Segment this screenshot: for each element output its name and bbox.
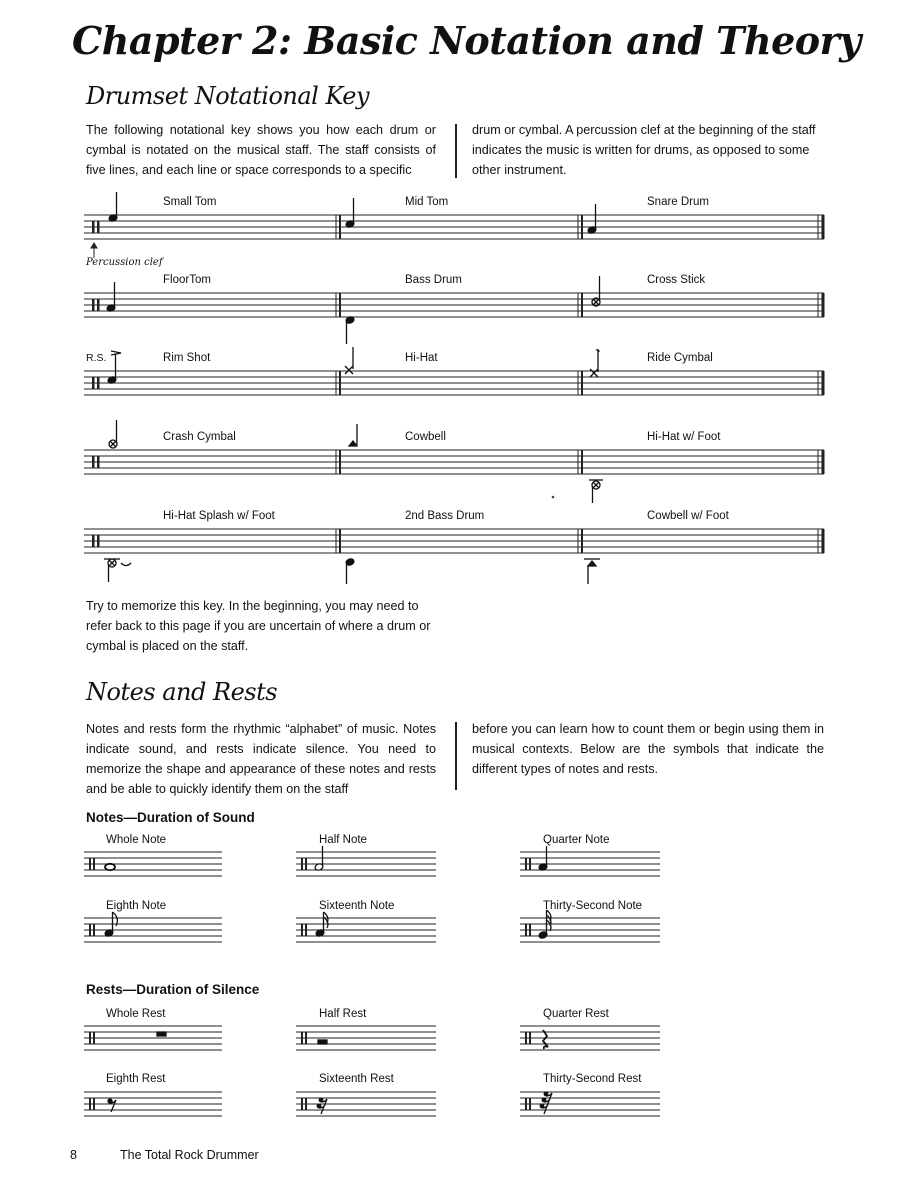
label-mid-tom: Mid Tom [405, 196, 449, 208]
label-crash-cymbal: Crash Cymbal [163, 431, 236, 443]
label-cross-stick: Cross Stick [647, 274, 706, 286]
key-paragraph-left: The following notational key shows you how each drum or cymbal is notated on the musical staff. The staff consists of five lines, and each line or space corresponds to a specific [86, 123, 436, 177]
staff-half-rest [296, 1026, 436, 1050]
percussion-clef-label: Percussion clef [86, 257, 163, 268]
whole-rest-symbol [157, 1032, 166, 1036]
staff-whole-note [84, 852, 222, 876]
label-small-tom: Small Tom [163, 196, 217, 208]
staff-eighth-rest [84, 1092, 222, 1116]
label-sixteenth-rest: Sixteenth Rest [319, 1073, 394, 1085]
half-note-symbol [314, 846, 324, 871]
quarter-note-symbol [538, 846, 548, 871]
label-floor-tom: FloorTom [163, 274, 211, 286]
label-ride-cymbal: Ride Cymbal [647, 352, 713, 364]
label-cowbell: Cowbell [405, 431, 446, 443]
label-thirty-second-note: Thirty-Second Note [543, 900, 643, 912]
staff-eighth-note [84, 918, 222, 942]
label-cowbell-foot: Cowbell w/ Foot [647, 510, 729, 522]
half-rest-symbol [318, 1040, 327, 1044]
key-paragraph-right: drum or cymbal. A percussion clef at the beginning of the staff indicates the music is written for drums, as opposed to some other instrument. [472, 123, 816, 177]
label-hi-hat-splash: Hi-Hat Splash w/ Foot [163, 510, 275, 522]
label-eighth-note: Eighth Note [106, 900, 167, 912]
notes-heading: Notes—Duration of Sound [86, 810, 255, 825]
staff-whole-rest [84, 1026, 222, 1050]
label-sixteenth-note: Sixteenth Note [319, 900, 395, 912]
label-bass-drum: Bass Drum [405, 274, 462, 286]
quarter-rest-symbol [543, 1030, 548, 1049]
label-rim-shot: Rim Shot [163, 352, 211, 364]
label-2nd-bass-drum: 2nd Bass Drum [405, 510, 485, 522]
label-quarter-note: Quarter Note [543, 834, 610, 846]
label-half-note: Half Note [319, 834, 367, 846]
label-quarter-rest: Quarter Rest [543, 1008, 609, 1020]
label-half-rest: Half Rest [319, 1008, 367, 1020]
section-title-notational-key: Drumset Notational Key [86, 82, 370, 110]
sixteenth-note-symbol [315, 912, 328, 937]
label-eighth-rest: Eighth Rest [106, 1073, 166, 1085]
book-title: The Total Rock Drummer [120, 1148, 259, 1162]
eighth-note-symbol [104, 912, 117, 937]
label-hi-hat: Hi-Hat [405, 352, 438, 364]
notes-paragraph-left: Notes and rests form the rhythmic “alphabet” of music. Notes indicate sound, and rests indicate silence. You need to memorize the shape and appearance of these notes and rests and be able to quickly identify them on the staff [86, 722, 436, 796]
label-snare-drum: Snare Drum [647, 196, 709, 208]
label-whole-note: Whole Note [106, 834, 167, 846]
staff-sixteenth-note [296, 918, 436, 942]
chapter-title: Chapter 2: Basic Notation and Theory [72, 18, 861, 63]
staff-quarter-rest [520, 1026, 660, 1050]
label-hi-hat-foot: Hi-Hat w/ Foot [647, 431, 721, 443]
label-whole-rest: Whole Rest [106, 1008, 166, 1020]
label-thirty-second-rest: Thirty-Second Rest [543, 1073, 642, 1085]
whole-note-symbol [105, 864, 115, 870]
staff-sixteenth-rest [296, 1092, 436, 1116]
memorize-paragraph: Try to memorize this key. In the beginning, you may need to refer back to this page if you are uncertain of where a drum or cymbal is placed on the staff. [86, 599, 431, 653]
rests-heading: Rests—Duration of Silence [86, 982, 260, 997]
thirty-second-rest-symbol [540, 1092, 552, 1114]
section-title-notes-rests: Notes and Rests [86, 678, 278, 706]
sixteenth-rest-symbol [317, 1098, 327, 1114]
label-rs: R.S. [86, 352, 107, 364]
thirty-second-note-symbol [538, 910, 551, 939]
page-number: 8 [70, 1148, 77, 1162]
notes-paragraph-right: before you can learn how to count them or begin using them in musical contexts. Below are the symbols that indicate the different types of notes and rests. [472, 722, 824, 776]
